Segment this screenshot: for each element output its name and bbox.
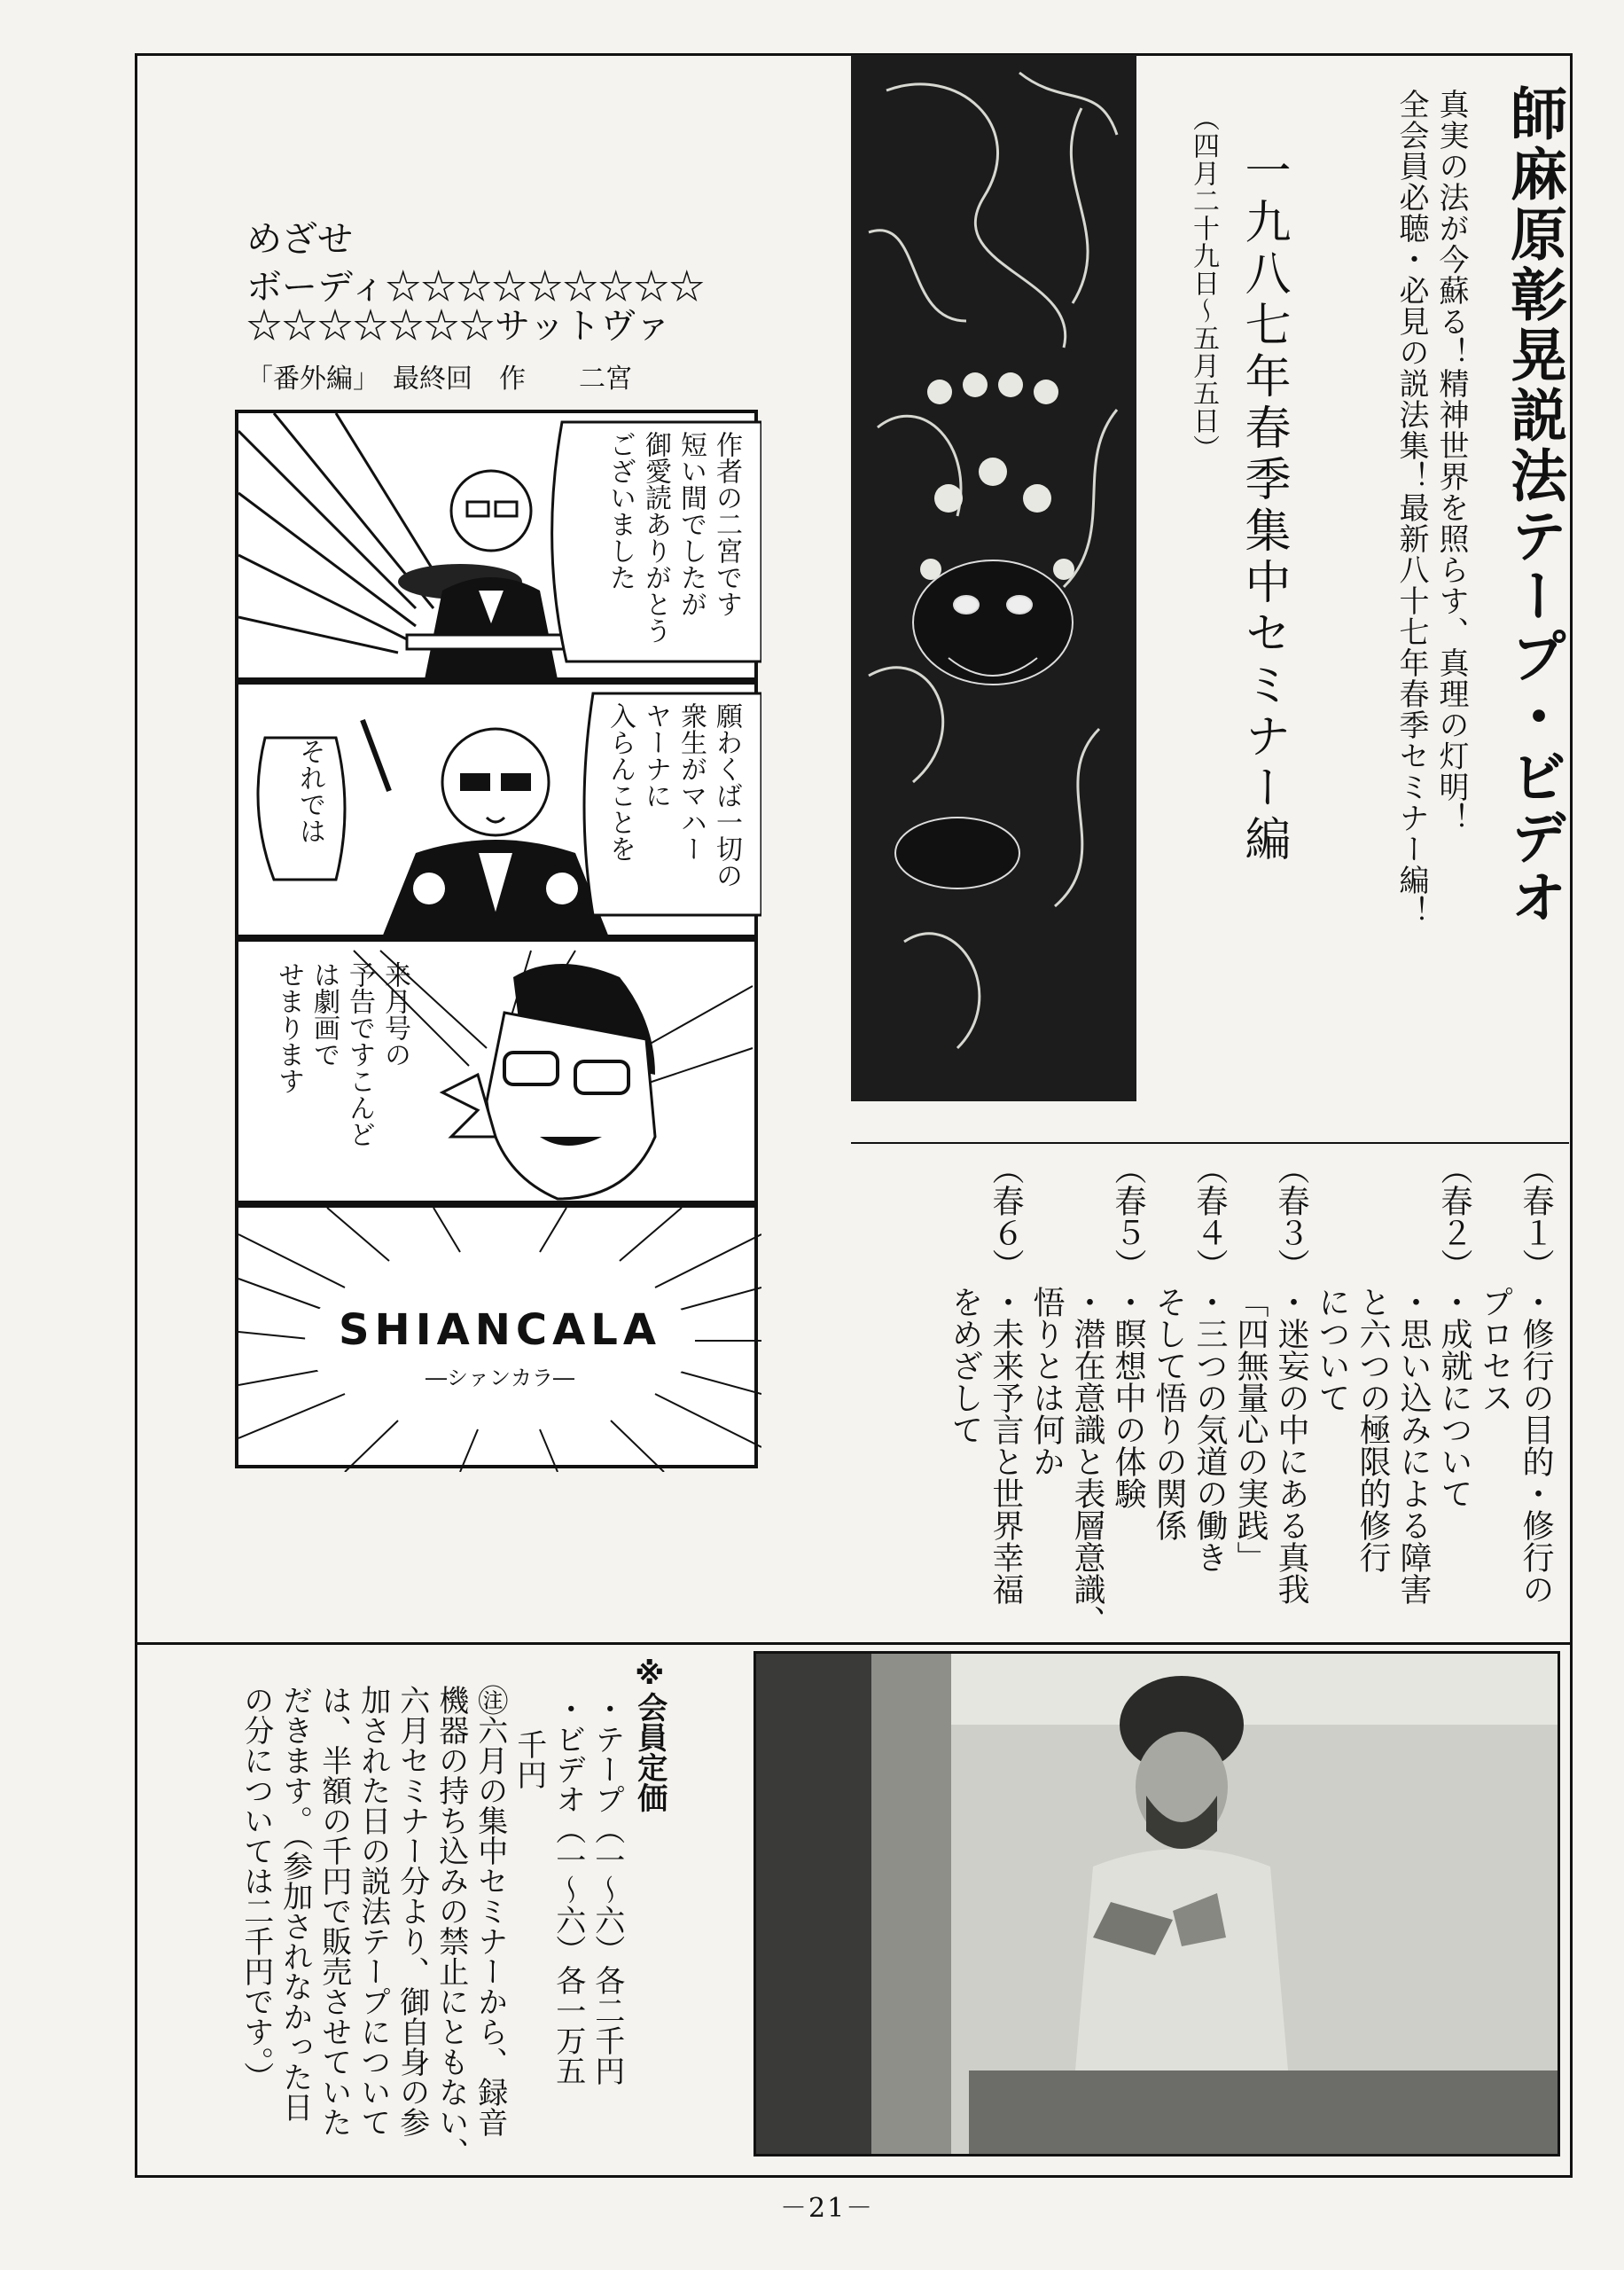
panel-1-line-4: ございました: [605, 431, 636, 591]
shiancala-logo-subtitle: ―シァンカラ―: [426, 1366, 574, 1390]
contents-divider: [851, 1142, 1569, 1144]
contents-item-4-line-1: ・三つの気道の働き: [1191, 1286, 1228, 1573]
note-line-4: 加された日の説法テープについて: [355, 1685, 391, 2137]
note-line-7: の分については二千円です。）: [238, 1685, 274, 2092]
panel-3-line-3: は劇画で: [308, 961, 340, 1068]
contents-item-4-line-2: そして悟りの関係: [1151, 1286, 1187, 1541]
contents-item-6-line-1: ・未来予言と世界幸福: [988, 1286, 1024, 1605]
subtitle-line-2: 全会員必聴・必見の説法集！最新八十七年春季セミナー編！: [1394, 89, 1429, 927]
contents-item-3-line-1: ・迷妄の中にある真我: [1273, 1286, 1309, 1605]
panel-3-line-2: 予告ですこんど: [344, 961, 375, 1147]
note-line-3: 六月セミナー分より、御自身の参: [394, 1685, 430, 2137]
speaker-photo: [753, 1651, 1560, 2156]
price-video: ・ビデオ（一〜六）各一万五: [550, 1694, 586, 2086]
deity-illustration: [851, 55, 1136, 1101]
comic-panel-1: [235, 410, 758, 681]
seminar-title: 一九八七年春季集中セミナー編: [1237, 146, 1290, 866]
panel-3-line-1: 来月号の: [379, 961, 410, 1068]
contents-label-5: （春５）: [1110, 1153, 1146, 1280]
note-line-2: 機器の持ち込みの禁止にともない、: [433, 1685, 469, 2167]
comic-credit: 「番外編」 最終回 作 二宮: [246, 364, 632, 395]
note-line-5: は、半額の千円で販売させていた: [316, 1685, 352, 2137]
contents-item-5-line-3: 悟りとは何か: [1028, 1286, 1065, 1477]
contents-item-2-line-4: について: [1314, 1286, 1350, 1413]
contents-item-3-line-2: 「四無量心の実践」: [1232, 1286, 1269, 1573]
price-tape: ・テープ（一〜六）各二千円: [589, 1694, 625, 2086]
contents-list: [878, 1153, 1554, 1637]
comic-panel-2: [235, 681, 758, 938]
contents-item-1-line-1: ・修行の目的・修行の: [1518, 1286, 1554, 1605]
panel-2-line-3: ヤーナに: [640, 702, 671, 809]
panel-3-line-4: せまります: [273, 961, 304, 1094]
comic-panel-4: [235, 1204, 758, 1468]
contents-label-2: （春２）: [1436, 1153, 1472, 1280]
subtitle-line-1: 真実の法が今蘇る！精神世界を照らす、真理の灯明！: [1433, 89, 1469, 834]
contents-label-3: （春３）: [1273, 1153, 1309, 1280]
shiancala-logo: SHIANCALA: [338, 1305, 662, 1355]
panel-1-line-1: 作者の二宮です: [711, 431, 742, 617]
panel-2-small-line: それでは: [294, 738, 325, 844]
contents-item-6-line-2: をめざして: [947, 1286, 983, 1445]
contents-item-2-line-1: ・成就について: [1436, 1286, 1472, 1509]
panel-1-line-3: 御愛読ありがとう: [640, 431, 671, 644]
comic-title-line-1: めざせ: [246, 219, 353, 260]
contents-item-2-line-2: ・思い込みによる障害: [1395, 1286, 1432, 1605]
panel-2-line-2: 衆生がマハー: [675, 702, 707, 862]
section-divider: [135, 1642, 1573, 1645]
note-line-1: ㊟六月の集中セミナーから、録音: [472, 1685, 508, 2137]
contents-item-2-line-3: と六つの極限的修行: [1355, 1286, 1391, 1573]
panel-2-line-4: 入らんことを: [605, 702, 636, 862]
contents-item-1-line-2: プロセス: [1477, 1286, 1513, 1413]
contents-label-1: （春１）: [1518, 1153, 1554, 1280]
comic-panel-3: [235, 938, 758, 1204]
contents-label-6: （春６）: [988, 1153, 1024, 1280]
panel-2-line-1: 願わくば一切の: [711, 702, 742, 888]
price-heading: ※会員定価: [631, 1656, 668, 1812]
contents-label-4: （春４）: [1191, 1153, 1228, 1280]
contents-item-5-line-1: ・瞑想中の体験: [1110, 1286, 1146, 1509]
note-line-6: だきます。（参加されなかった日: [277, 1685, 313, 2122]
price-video-cont: 千円: [511, 1729, 547, 1789]
comic-title-line-2: ボーディ☆☆☆☆☆☆☆☆☆: [246, 267, 705, 308]
panel-1-line-2: 短い間でしたが: [675, 431, 707, 617]
comic-title-line-3: ☆☆☆☆☆☆☆サットヴァ: [246, 306, 671, 347]
page-title: 師麻原彰晃説法テープ・ビデオ: [1501, 84, 1567, 928]
seminar-dates: （四月二十九日〜五月五日）: [1188, 105, 1219, 462]
contents-item-5-line-2: ・潜在意識と表層意識、: [1069, 1286, 1105, 1637]
page-number: －21－: [780, 2193, 875, 2224]
